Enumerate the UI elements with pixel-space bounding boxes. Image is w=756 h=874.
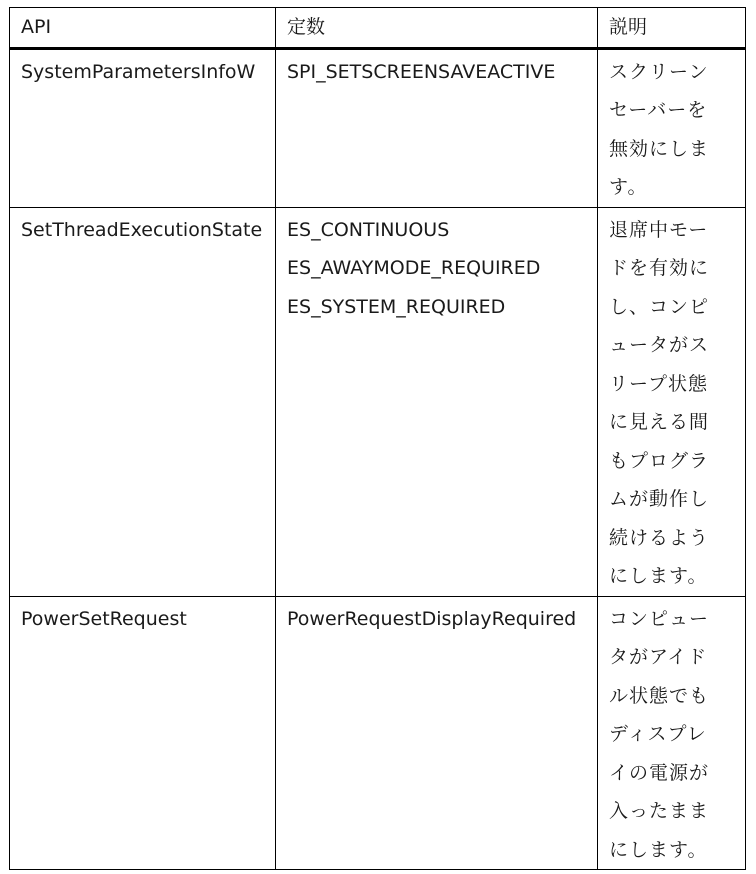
- constant-cell: [276, 48, 598, 207]
- description-line: ドを有効に: [609, 257, 710, 279]
- description-line: リープ状態: [609, 372, 709, 395]
- description-line: す。: [609, 176, 648, 198]
- header-description: 説明: [598, 8, 746, 49]
- description-line: ュータがス: [609, 334, 710, 356]
- description-line: タがアイド: [609, 646, 708, 668]
- description-line: にします。: [609, 838, 708, 861]
- api-name-cell: SetThreadExecutionState: [10, 207, 276, 596]
- description-cell: [598, 207, 746, 596]
- description-line: ムが動作し: [609, 488, 710, 510]
- constant-value: ES_CONTINUOUS: [287, 218, 450, 241]
- api-name-cell: SystemParametersInfoW: [10, 48, 276, 207]
- table-header-row: [10, 8, 746, 49]
- constant-cell: [276, 207, 598, 596]
- description-line: 退席中モー: [609, 218, 709, 241]
- api-table: [9, 7, 746, 870]
- constant-value: ES_SYSTEM_REQUIRED: [287, 295, 506, 318]
- description-line: にします。: [609, 565, 708, 587]
- api-name-cell: PowerSetRequest: [10, 596, 276, 870]
- description-line: セーバーを: [609, 99, 708, 121]
- constant-value: PowerRequestDisplayRequired: [287, 607, 577, 630]
- description-line: もプログラ: [609, 449, 710, 472]
- description-line: ディスプレ: [609, 723, 707, 745]
- description-line: し、コンピ: [609, 295, 710, 318]
- table-row: [10, 596, 746, 870]
- constant-value: SPI_SETSCREENSAVEACTIVE: [287, 60, 556, 83]
- description-line: ル状態でも: [609, 684, 710, 707]
- description-line: 無効にしま: [609, 137, 710, 160]
- description-line: 続けるよう: [609, 526, 710, 549]
- description-line: に見える間: [609, 411, 710, 433]
- description-cell: [598, 48, 746, 207]
- description-cell: [598, 596, 746, 870]
- constant-cell: [276, 596, 598, 870]
- description-line: スクリーン: [609, 60, 709, 83]
- header-constant: 定数: [276, 8, 598, 49]
- header-api: API: [10, 8, 276, 49]
- description-line: イの電源が: [609, 761, 710, 784]
- table-row: [10, 207, 746, 596]
- constant-value: ES_AWAYMODE_REQUIRED: [287, 257, 541, 279]
- table-row: [10, 48, 746, 207]
- description-line: 入ったまま: [609, 800, 710, 822]
- description-line: コンピュー: [609, 607, 710, 630]
